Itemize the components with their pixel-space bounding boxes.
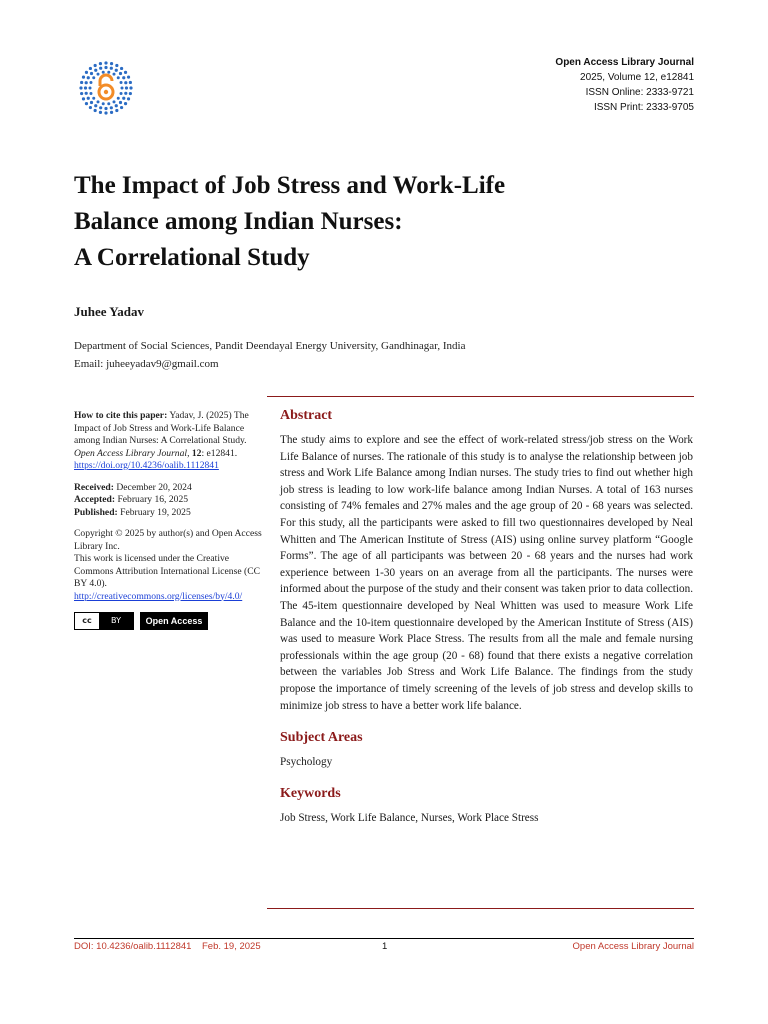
received-label: Received: <box>74 481 114 493</box>
open-access-logo-icon <box>78 60 134 116</box>
subject-areas-text: Psychology <box>280 756 333 769</box>
badges <box>74 612 266 630</box>
paper-title <box>74 168 674 276</box>
published-label: Published: <box>74 506 118 518</box>
abstract-heading: Abstract <box>280 408 333 423</box>
open-access-badge[interactable]: Open Access <box>140 612 208 630</box>
journal-volume: 2025, Volume 12, e12841 <box>580 72 694 83</box>
license-text: This work is licensed under the Creative Commons Attribution International License (CC BY 4.0). <box>74 553 260 589</box>
title-line-3: A Correlational Study <box>74 244 310 271</box>
author-email: Email: juheeyadav9@gmail.com <box>74 358 219 370</box>
cite-volume: 12 <box>191 447 202 459</box>
cc-by-badge[interactable] <box>74 612 134 630</box>
copyright-text: Copyright © 2025 by author(s) and Open Access Library Inc. <box>74 528 262 552</box>
dates-block <box>74 482 266 520</box>
author-name: Juhee Yadav <box>74 304 144 319</box>
abstract-text: The study aims to explore and see the effect of work-related stress/job stress on the Work Life Balance of nurses. The rationale of this study is to analyse the relationship between job stress and Work Life Balance among Indian nurses. The study tries to find out whether high job stress is leading to low work-life balance among Indian Nurses. A total of 163 nurses consisting of 74% females and 27% males and the age group of 20 - 68 years was selected. For this study, all the participants were asked to fill two questionnaires developed by Neal Whitten and The American Institute of Stress (AIS) using online survey platform “Google Forms”. The age of all participants was between 20 - 68 years and the nurses had work experience between 1-30 years on an average from all the participants. The nurses were informed about the purpose of the study and their consent was taken prior to data collection. The 45-item questionnaire developed by Neal Whitten was used to measure Work Life Balance and the 10-item questionnaire developed by the American Institute of Stress (AIS) was used to measure Work Place Stress. The results from all the male and female nursing professionals within the age group (20 - 68) found that there exists a negative correlation between the variables Job Stress and Work Life Balance. The findings from the study propose the importance of timely screening of the levels of job stress and develop skills to minimize job stress to have a better work life balance. <box>280 434 693 712</box>
footer-doi: DOI: 10.4236/oalib.1112841 Feb. 19, 2025 <box>74 941 261 952</box>
issn-print: ISSN Print: 2333-9705 <box>593 102 694 113</box>
footer-journal: Open Access Library Journal <box>572 941 694 952</box>
keywords-text: Job Stress, Work Life Balance, Nurses, Work Place Stress <box>280 812 539 825</box>
affiliation-block <box>74 337 465 373</box>
citation-block <box>74 410 266 473</box>
accepted-date: February 16, 2025 <box>117 494 189 505</box>
article-sidebar <box>74 410 266 630</box>
abstract-top-rule <box>267 396 694 397</box>
cite-text: Yadav, J. (2025) The Impact of Job Stress and Work-Life Balance among Indian Nurses: A Correlational Study. <box>74 410 249 446</box>
cc-icon: cc <box>75 613 99 629</box>
received-date: December 20, 2024 <box>116 481 192 493</box>
abstract-bottom-rule <box>267 908 694 909</box>
keywords-heading: Keywords <box>280 786 341 802</box>
issn-online: ISSN Online: 2333-9721 <box>585 87 694 98</box>
abstract-panel <box>280 408 693 842</box>
title-line-1: The Impact of Job Stress and Work-Life <box>74 172 506 199</box>
published-date: February 19, 2025 <box>120 506 191 518</box>
page-number: 1 <box>382 941 388 952</box>
cite-doi-link[interactable]: https://doi.org/10.4236/oalib.1112841 <box>74 460 219 471</box>
affiliation: Department of Social Sciences, Pandit Deendayal Energy University, Gandhinagar, India <box>74 340 466 352</box>
journal-name: Open Access Library Journal <box>555 57 694 68</box>
journal-info <box>555 55 694 115</box>
license-link[interactable]: http://creativecommons.org/licenses/by/4.0/ <box>74 590 243 602</box>
cite-article: : e12841. <box>201 447 238 459</box>
license-block <box>74 528 266 603</box>
cite-journal: Open Access Library Journal, <box>74 447 190 459</box>
footer-rule <box>74 938 694 939</box>
accepted-label: Accepted: <box>74 494 116 505</box>
by-icon: BY <box>99 613 133 629</box>
title-line-2: Balance among Indian Nurses: <box>74 208 403 235</box>
subject-areas-heading: Subject Areas <box>280 730 363 746</box>
cite-label: How to cite this paper: <box>74 410 168 421</box>
